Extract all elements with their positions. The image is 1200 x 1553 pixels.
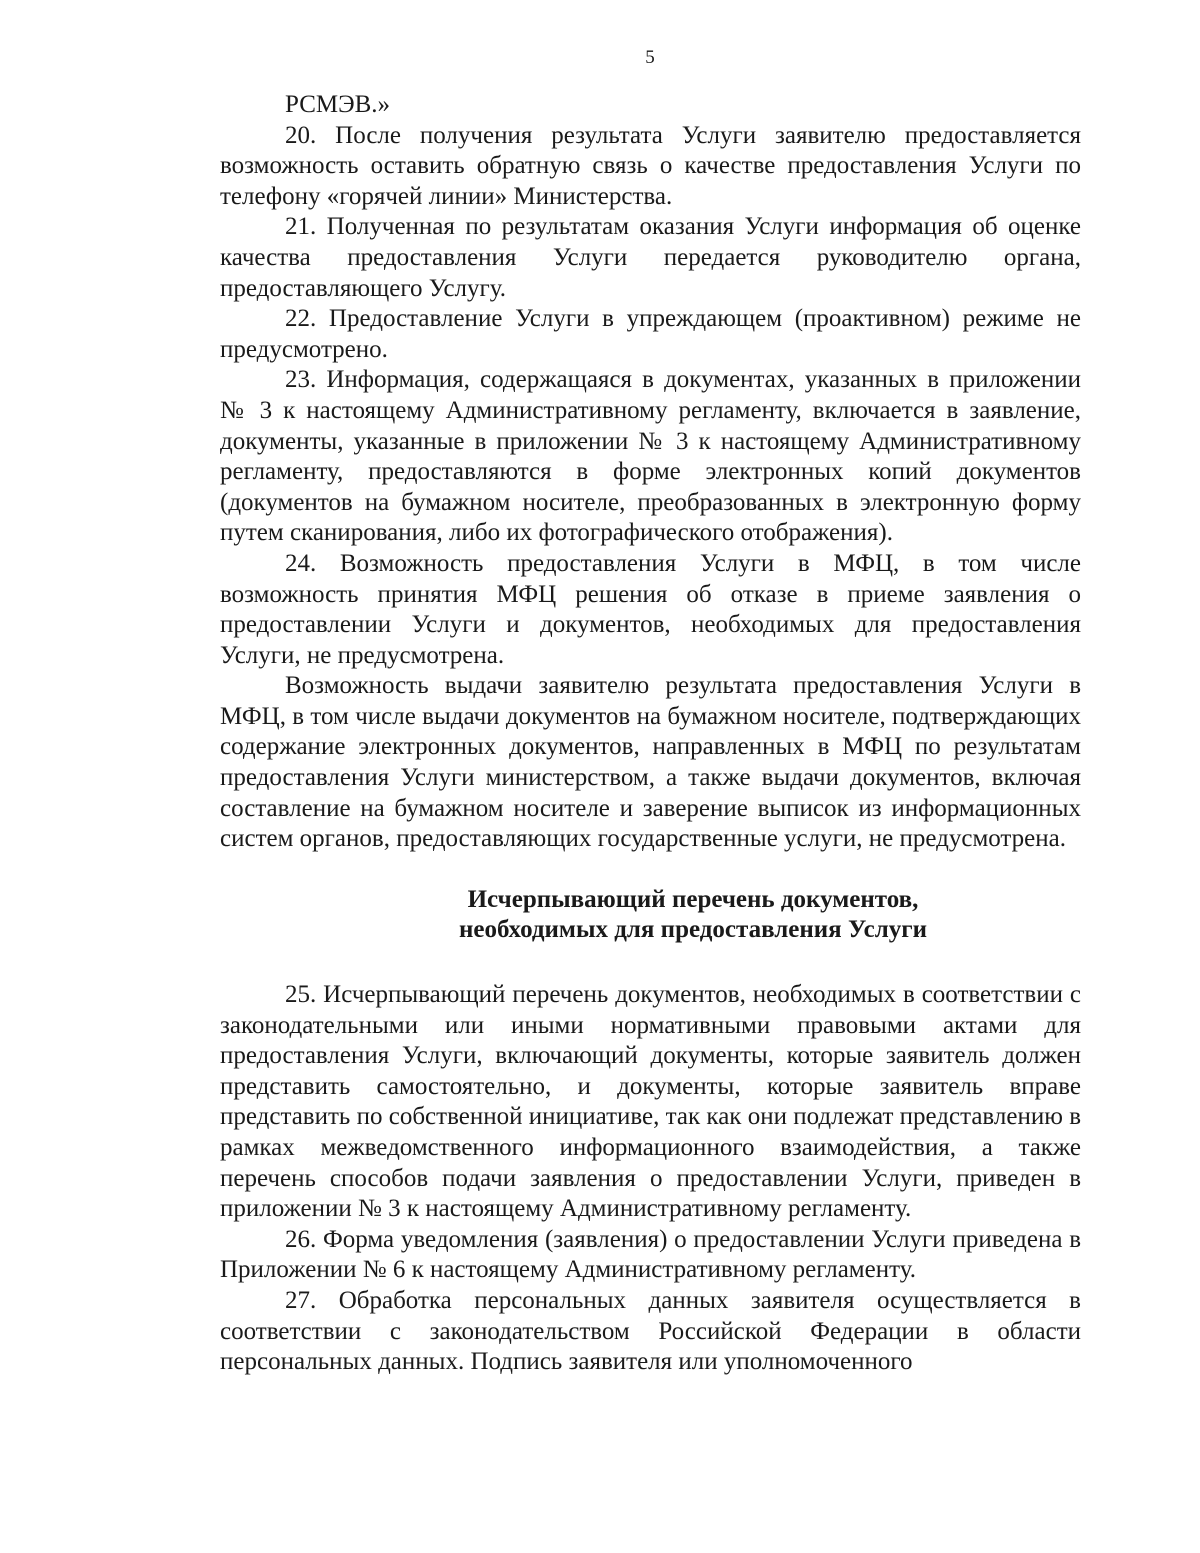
paragraph-25: 25. Исчерпывающий перечень документов, необходимых в соответствии с законодательными или иными нормативными правовыми актами для предоставления Услуги, включающий документы, которые заявитель должен представить самостоятельно, и документы, которые заявитель вправе представить по собственной инициативе, так как они подлежат представлению в рамках межведомственного информационного взаимодействия, а также перечень способов подачи заявления о предоставлении Услуги, приведен в приложении № 3 к настоящему Административному регламенту.: [220, 981, 1081, 1223]
paragraph-26: 26. Форма уведомления (заявления) о предоставлении Услуги приведена в Приложении № 6 к настоящему Административному регламенту.: [220, 1225, 1081, 1284]
document-body: [220, 90, 1081, 1378]
section-heading: [220, 885, 1081, 946]
paragraph-21: 21. Полученная по результатам оказания Услуги информация об оценке качества предоставления Услуги передается руководителю органа, предоставляющего Услугу.: [220, 213, 1081, 302]
section-heading-line-2: необходимых для предоставления Услуги: [459, 916, 927, 944]
page-number: 5: [645, 47, 655, 68]
paragraph-27: 27. Обработка персональных данных заявителя осуществляется в соответствии с законодательством Российской Федерации в области персональных данных. Подпись заявителя или уполномоченного: [220, 1286, 1081, 1376]
paragraph-continuation: РСМЭВ.»: [285, 91, 391, 118]
paragraph-23: 23. Информация, содержащаяся в документах, указанных в приложении № 3 к настоящему Административному регламенту, включается в заявление, документы, указанные в приложении № 3 к настоящему Административному регламенту, предоставляются в форме электронных копий документов (документов на бумажном носителе, преобразованных в электронную форму путем сканирования, либо их фотографического отображения).: [220, 366, 1081, 547]
paragraph-24: 24. Возможность предоставления Услуги в МФЦ, в том числе возможность принятия МФЦ решения об отказе в приеме заявления о предоставлении Услуги и документов, необходимых для предоставления Услуги, не предусмотрена.: [220, 549, 1081, 669]
section-heading-line-1: Исчерпывающий перечень документов,: [467, 885, 919, 913]
paragraph-24-continued: Возможность выдачи заявителю результата предоставления Услуги в МФЦ, в том числе выдачи документов на бумажном носителе, подтверждающих содержание электронных документов, направленных в МФЦ по результатам предоставления Услуги министерством, а также выдачи документов, включая составление на бумажном носителе и заверение выписок из информационных систем органов, предоставляющих государственные услуги, не предусмотрена.: [220, 672, 1081, 853]
paragraph-20: 20. После получения результата Услуги заявителю предоставляется возможность оставить обратную связь о качестве предоставления Услуги по телефону «горячей линии» Министерства.: [220, 121, 1081, 210]
paragraph-22: 22. Предоставление Услуги в упреждающем (проактивном) режиме не предусмотрено.: [220, 305, 1081, 363]
